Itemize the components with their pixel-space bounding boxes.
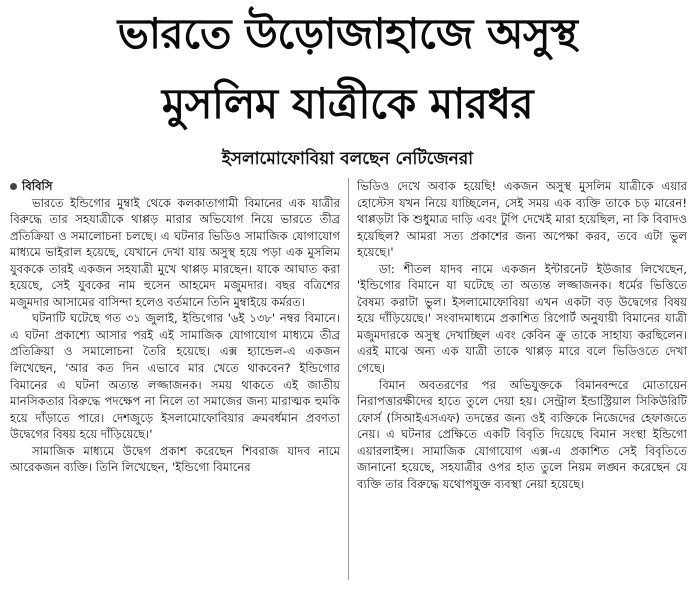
headline-line-2: মুসলিম যাত্রীকে মারধর [161,79,534,128]
article-paragraph: সামাজিক মাধ্যমে উদ্বেগ প্রকাশ করেছেন শিবরাজ যাদব নামে আরেকজন ব্যক্তি। তিনি লিখেছেন, 'ইন্ডিগো বিমানের [10,443,340,475]
bullet-icon [10,183,17,190]
article-paragraph: বিমান অবতরণের পর অভিযুক্তকে বিমানবন্দরে মোতায়েন নিরাপত্তারক্ষীদের হাতে তুলে দেয়া হয়। সেন্ট্রাল ইন্ডাস্ট্রিয়াল সিকিউরিটি ফোর্স (সিআইএসএফ) তদন্তের জন্য ওই ব্যক্তিকে নিজেদের হেফাজতে নেয়। এ ঘটনার প্রেক্ষিতে একটি বিবৃতি দিয়েছে বিমান সংস্থা ইন্ডিগো এয়ারলাইন্স। সামাজিক যোগাযোগ এক্স-এ প্রকাশিত সেই বিবৃতিতে জানানো হয়েছে, সহযাত্রীর ওপর হাত তুলে নিয়ম লঙ্ঘন করেছেন যে ব্যক্তি তার বিরুদ্ধে যথোপযুক্ত ব্যবস্থা নেয়া হয়েছে। [357,377,687,491]
article-column-right [357,178,687,492]
article-paragraph: ঘটনাটি ঘটেছে গত ৩১ জুলাই, ইন্ডিগোর '৬ই ১৩৮' নম্বর বিমানে। এ ঘটনা প্রকাশ্যে আসার পরই এই সামাজিক যোগাযোগ মাধ্যমে তীব্র প্রতিক্রিয়া ও সমালোচনা তৈরি হয়েছে। এক্স হ্যান্ডেল-এ একজন লিখেছেন, 'আর কত দিন এভাবে মার খেতে থাকবেন? ইন্ডিগোর বিমানের এ ঘটনা অত্যন্ত লজ্জাজনক। সময় থাকতে এই জাতীয় মানসিকতার বিরুদ্ধে পদক্ষেপ না নিলে তা সমাজের জন্য মারাত্মক হুমকি হয়ে দাঁড়াতে পারে। দেশজুড়ে ইসলামোফোবিয়ার ক্রমবর্ধমান প্রবণতা উদ্বেগের বিষয় হয়ে দাঁড়িয়েছে।' [10,311,340,442]
article-paragraph: ভারতে ইন্ডিগোর মুম্বাই থেকে কলকাতাগামী বিমানের এক যাত্রীর বিরুদ্ধে তার সহযাত্রীকে থাপ্পড় মারার অভিযোগ নিয়ে ভারতে তীব্র প্রতিক্রিয়া ও সমালোচনা চলছে। এ ঘটনার ভিডিও সামাজিক যোগাযোগ মাধ্যমে ভাইরাল হয়েছে, যেখানে দেখা যায় অসুস্থ হয়ে পড়া এক মুসলিম যুবককে তারই একজন সহযাত্রী মুখে থাপ্পড় মারছেন। যাকে আঘাত করা হয়েছে, সেই যুবকের নাম হুসেন আহমেদ মজুমদার। বছর বত্রিশের মজুমদার আসামের বাসিন্দা হলেও বর্তমানে তিনি মুম্বাইয়ে কর্মরত। [10,195,340,309]
source-line [10,178,340,195]
source-label: বিবিসি [22,179,53,193]
headline-line-1: ভারতে উড়োজাহাজে অসুস্থ [117,9,578,58]
column-divider [348,178,349,580]
article-column-left [10,178,340,476]
article-paragraph: ডা: শীতল যাদব নামে একজন ইন্টারনেট ইউজার লিখেছেন, 'ইন্ডিগোর বিমানে যা ঘটেছে তা অত্যন্ত লজ্জাজনক। ধর্মের ভিত্তিতে বৈষম্য করাটা ভুল। ইসলামোফোবিয়া এখন একটা বড় উদ্বেগের বিষয় হয়ে দাঁড়িয়েছে।' সংবাদমাধ্যমে প্রকাশিত রিপোর্ট অনুযায়ী বিমানের যাত্রী মজুমদারকে অসুস্থ দেখাচ্ছিল এবং কেবিন ক্রু তাকে সাহায্য করছিলেন। এরই মাঝে অন্য এক যাত্রী তাকে থাপ্পড় মারে বলে ভিডিওতে দেখা গেছে। [357,261,687,376]
subheadline: ইসলামোফোবিয়া বলছেন নেটিজেনরা [221,149,474,169]
article-paragraph: ভিডিও দেখে অবাক হয়েছি! একজন অসুস্থ মুসলিম যাত্রীকে এয়ার হোস্টেস যখন নিয়ে যাচ্ছিলেন, সেই সময় এক ব্যক্তি তাকে চড় মারেন! থাপ্পড়টা কি শুধুমাত্র দাড়ি এবং টুপি দেখেই মারা হয়েছিল, না কি বিবাদও হয়েছিল? আমরা সত্য প্রকাশের জন্য অপেক্ষা করব, তবে এটা ভুল হয়েছে।' [357,179,687,260]
